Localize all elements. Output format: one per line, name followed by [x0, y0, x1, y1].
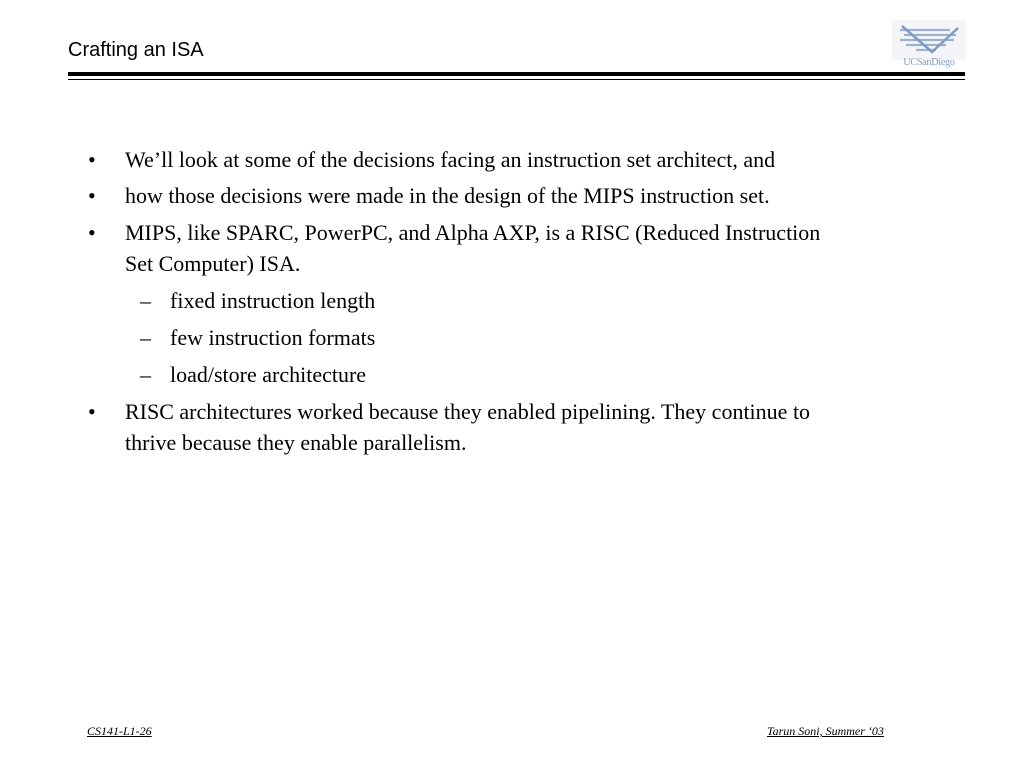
sub-bullet-text: fixed instruction length [170, 288, 376, 313]
ucsd-logo-mark [892, 20, 966, 60]
bullet-text: RISC architectures worked because they enabled pipelining. They continue to [125, 399, 811, 424]
sub-bullet-text: load/store architecture [170, 362, 367, 387]
bullet-text: how those decisions were made in the design of the MIPS instruction set. [125, 183, 770, 208]
ucsd-logo [892, 20, 966, 72]
header-rule-thin [68, 79, 965, 80]
bullet-mark: • [88, 399, 96, 424]
bullet-text-continued: Set Computer) ISA. [125, 251, 301, 276]
sub-bullet-text: few instruction formats [170, 325, 376, 350]
bullet-mark: • [88, 147, 96, 172]
sub-bullet-mark: – [140, 362, 151, 387]
sub-bullet-mark: – [140, 325, 151, 350]
bullet-text: We’ll look at some of the decisions facing an instruction set architect, and [125, 147, 776, 172]
sub-bullet-mark: – [140, 288, 151, 313]
header-rule-thick [68, 72, 965, 76]
footer-slide-id: CS141-L1-26 [87, 724, 152, 738]
bullet-mark: • [88, 220, 96, 245]
footer-author: Tarun Soni, Summer ‘03 [767, 724, 884, 738]
bullet-text: MIPS, like SPARC, PowerPC, and Alpha AXP, is a RISC (Reduced Instruction [125, 220, 821, 245]
bullet-mark: • [88, 183, 96, 208]
bullet-text-continued: thrive because they enable parallelism. [125, 430, 467, 455]
ucsd-logo-text: UCSanDiego [903, 57, 955, 68]
slide-title: Crafting an ISA [68, 39, 204, 61]
